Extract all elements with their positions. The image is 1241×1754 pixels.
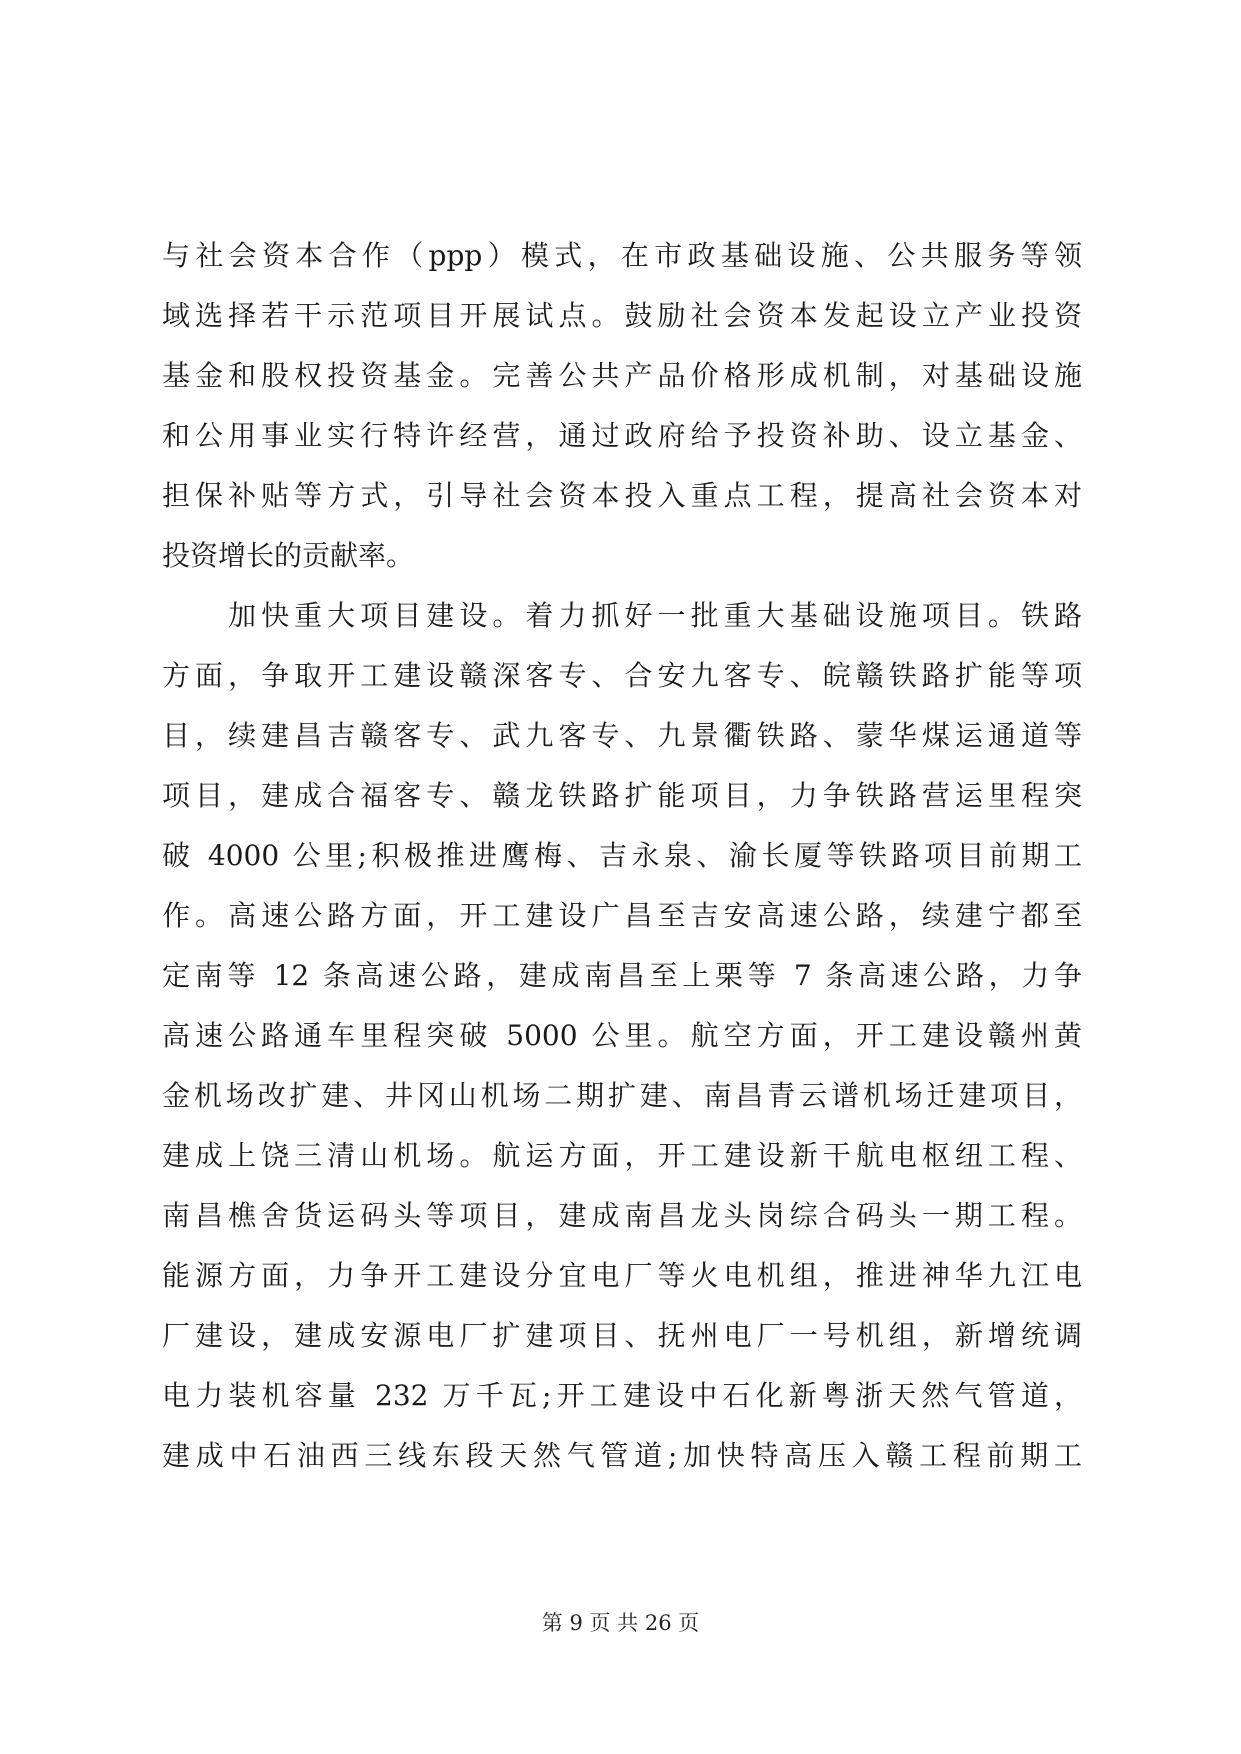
text-line: 破 4000 公里;积极推进鹰梅、吉永泉、渝长厦等铁路项目前期工 [162,839,1082,872]
text-line: 目，续建昌吉赣客专、武九客专、九景衢铁路、蒙华煤运通道等 [162,719,1082,752]
text-line: 与社会资本合作（ppp）模式，在市政基础设施、公共服务等领 [162,239,1082,272]
text-line: 高速公路通车里程突破 5000 公里。航空方面，开工建设赣州黄 [162,1019,1082,1052]
text-line: 域选择若干示范项目开展试点。鼓励社会资本发起设立产业投资 [162,299,1082,332]
text-line: 投资增长的贡献率。 [162,539,415,572]
text-line: 建成中石油西三线东段天然气管道;加快特高压入赣工程前期工 [162,1439,1082,1472]
paragraph-start-line: 加快重大项目建设。着力抓好一批重大基础设施项目。铁路 [162,599,1082,632]
text-line: 金机场改扩建、井冈山机场二期扩建、南昌青云谱机场迁建项目， [162,1079,1082,1112]
text-line: 和公用事业实行特许经营，通过政府给予投资补助、设立基金、 [162,419,1082,452]
text-line: 定南等 12 条高速公路，建成南昌至上栗等 7 条高速公路，力争 [162,959,1082,992]
page-number-footer: 第 9 页 共 26 页 [541,1611,700,1635]
text-line: 能源方面，力争开工建设分宜电厂等火电机组，推进神华九江电 [162,1259,1082,1292]
text-line: 作。高速公路方面，开工建设广昌至吉安高速公路，续建宁都至 [162,899,1082,932]
text-line: 南昌樵舍货运码头等项目，建成南昌龙头岗综合码头一期工程。 [162,1199,1082,1232]
text-line: 厂建设，建成安源电厂扩建项目、抚州电厂一号机组，新增统调 [162,1319,1082,1352]
body-text [162,226,1082,1486]
text-line: 建成上饶三清山机场。航运方面，开工建设新干航电枢纽工程、 [162,1139,1082,1172]
text-line: 电力装机容量 232 万千瓦;开工建设中石化新粤浙天然气管道， [162,1379,1082,1412]
text-line: 基金和股权投资基金。完善公共产品价格形成机制，对基础设施 [162,359,1082,392]
text-line: 方面，争取开工建设赣深客专、合安九客专、皖赣铁路扩能等项 [162,659,1082,692]
text-line: 担保补贴等方式，引导社会资本投入重点工程，提高社会资本对 [162,479,1082,512]
text-line: 项目，建成合福客专、赣龙铁路扩能项目，力争铁路营运里程突 [162,779,1082,812]
